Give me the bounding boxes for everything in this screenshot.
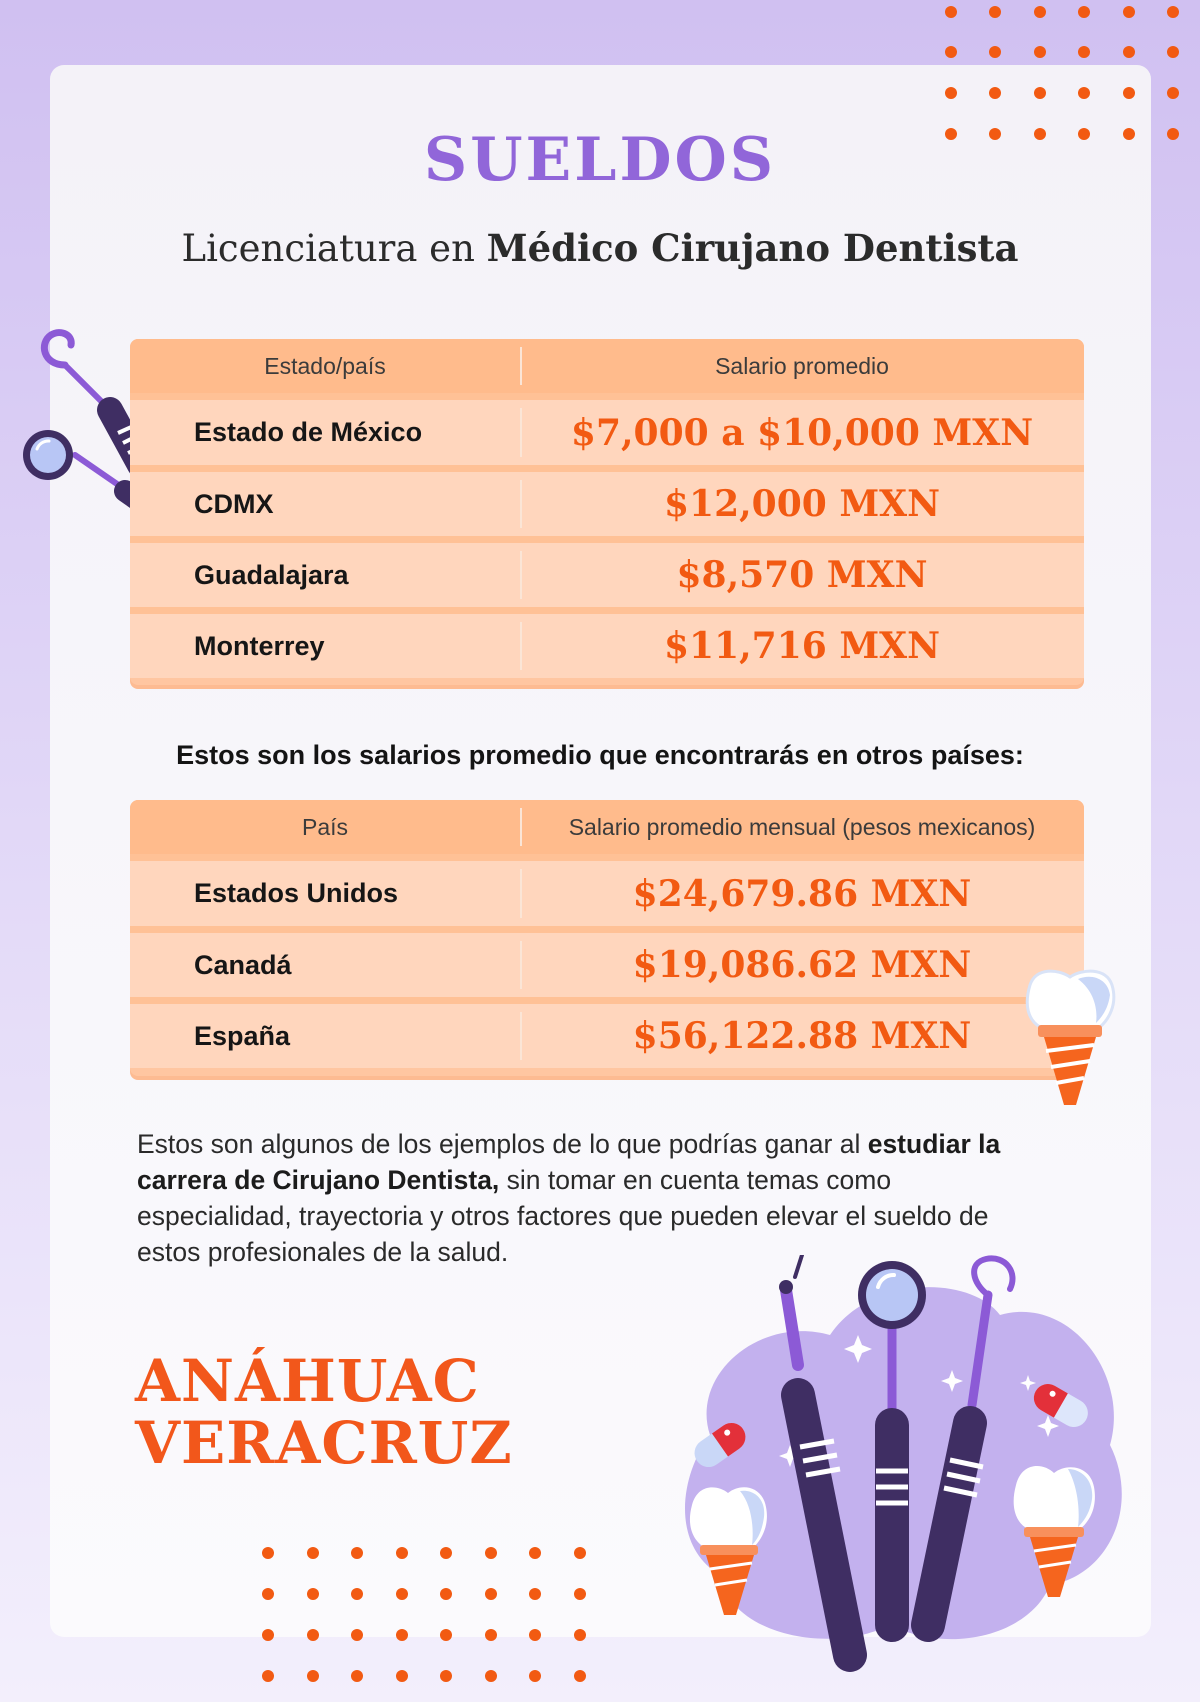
place-cell: Monterrey [194, 630, 325, 661]
table-row [130, 393, 1084, 465]
brand-line-1: ANÁHUAC [135, 1347, 480, 1415]
countries-salary-table [130, 800, 1084, 1076]
table-row [130, 536, 1084, 607]
mexico-salary-table [130, 339, 1084, 685]
table-row [130, 854, 1084, 926]
column-divider [520, 869, 522, 918]
salary-cell: $11,716 MXN [663, 625, 941, 667]
salary-cell: $12,000 MXN [663, 483, 941, 525]
salary-cell: $24,679.86 MXN [632, 872, 972, 915]
column-header-country: País [301, 813, 349, 840]
dental-implant-icon [1018, 965, 1123, 1115]
place-cell: CDMX [194, 488, 274, 519]
table-row [130, 926, 1084, 997]
table-row [130, 465, 1084, 536]
place-cell: Estados Unidos [194, 878, 399, 908]
place-cell: Canadá [194, 949, 292, 980]
column-divider [520, 408, 522, 457]
column-divider [520, 480, 522, 528]
closing-text-bold: estudiar la carrera de Cirujano Dentista, [137, 1129, 1001, 1195]
salary-cell: $8,570 MXN [676, 554, 928, 596]
page-title: SUELDOS [423, 125, 777, 195]
column-divider [520, 347, 522, 385]
other-countries-intro: Estos son los salarios promedio que encontrarás en otros países: [176, 740, 1024, 770]
subtitle-prefix: Licenciatura en [181, 227, 487, 270]
subtitle-degree: Médico Cirujano Dentista [486, 226, 1019, 270]
column-divider [520, 808, 522, 846]
column-divider [520, 1012, 522, 1060]
place-cell: Estado de México [194, 417, 423, 447]
place-cell: España [194, 1020, 291, 1051]
decorative-dots-bottom-left [258, 1540, 598, 1700]
column-divider [520, 622, 522, 670]
table-header-row [130, 800, 1084, 854]
column-header-place: Estado/país [264, 352, 386, 379]
dental-tools-illustration [670, 1255, 1130, 1675]
dental-tools-left-icon [15, 315, 145, 525]
salary-cell: $19,086.62 MXN [632, 944, 972, 986]
page-subtitle [0, 226, 1200, 271]
closing-paragraph [137, 1126, 1037, 1270]
column-header-salary: Salario promedio [715, 352, 889, 379]
decorative-dots-top-right [940, 0, 1200, 150]
column-header-monthly-salary: Salario promedio mensual (pesos mexicanos) [568, 813, 1036, 840]
table-row [130, 607, 1084, 678]
closing-text-start: Estos son algunos de los ejemplos de lo que podrías ganar al [137, 1129, 868, 1159]
table-header-row [130, 339, 1084, 393]
salary-cell: $56,122.88 MXN [632, 1015, 972, 1057]
closing-text-end: sin tomar en cuenta temas como especialidad, trayectoria y otros factores que pueden elevar el sueldo de estos profesionales de la salud. [137, 1165, 989, 1267]
salary-cell: $7,000 a $10,000 MXN [570, 411, 1034, 454]
column-divider [520, 941, 522, 989]
brand-line-2: VERACRUZ [135, 1409, 513, 1477]
brand-logo [135, 1347, 513, 1477]
place-cell: Guadalajara [194, 559, 349, 590]
table-row [130, 997, 1084, 1068]
column-divider [520, 551, 522, 599]
